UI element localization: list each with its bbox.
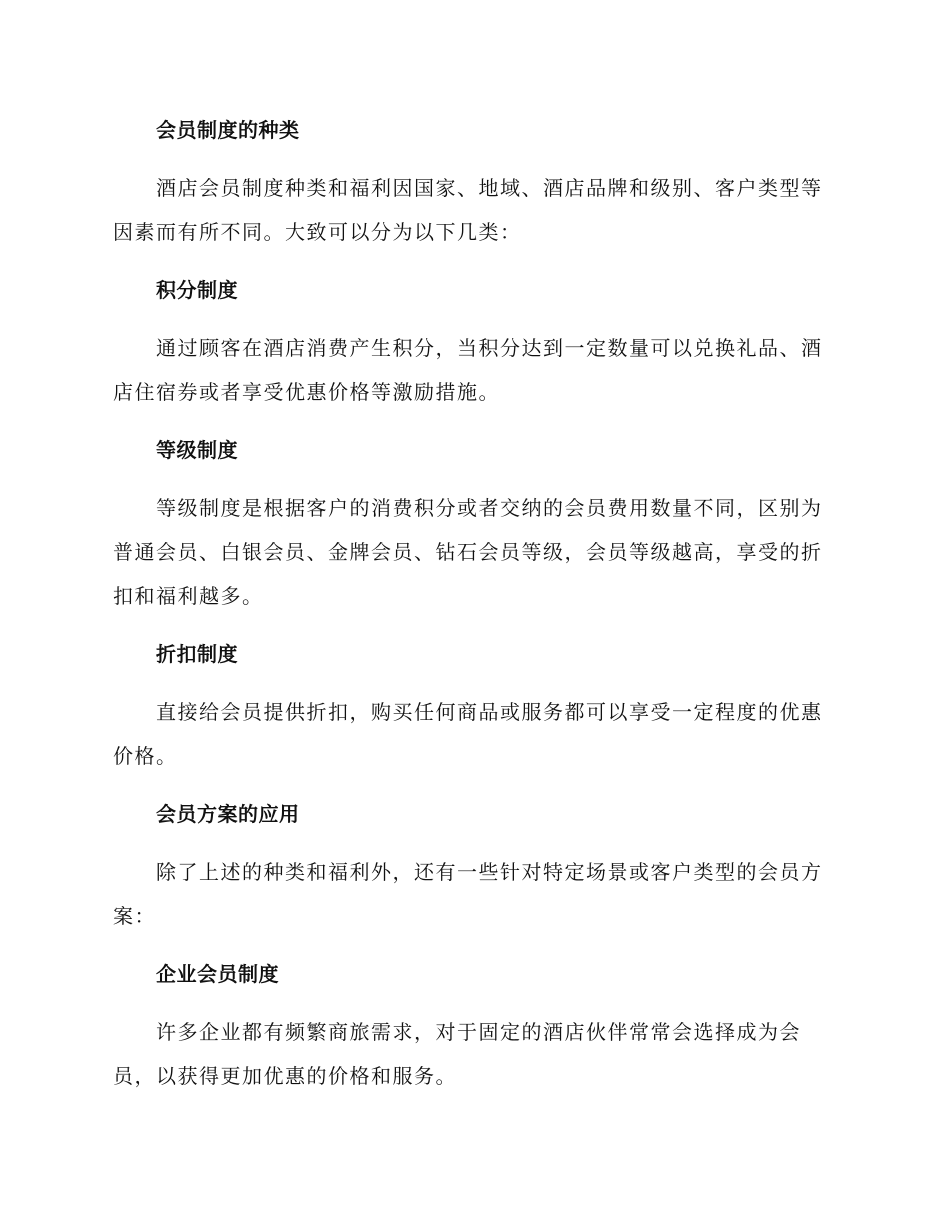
section-heading: 等级制度 — [156, 438, 238, 462]
section-paragraph: 等级制度是根据客户的消费积分或者交纳的会员费用数量不同，区别为普通会员、白银会员、金牌会员、钻石会员等级，会员等级越高，享受的折扣和福利越多。 — [113, 496, 823, 608]
section-paragraph: 通过顾客在酒店消费产生积分，当积分达到一定数量可以兑换礼品、酒店住宿券或者享受优惠价格等激励措施。 — [113, 336, 823, 404]
section-heading: 积分制度 — [156, 278, 238, 302]
section-paragraph: 直接给会员提供折扣，购买任何商品或服务都可以享受一定程度的优惠价格。 — [113, 700, 823, 768]
section-heading: 会员制度的种类 — [156, 118, 300, 142]
section-heading: 折扣制度 — [156, 642, 238, 666]
section-heading: 企业会员制度 — [156, 962, 279, 986]
document-page — [113, 108, 833, 1098]
section-paragraph: 除了上述的种类和福利外，还有一些针对特定场景或客户类型的会员方案： — [113, 860, 823, 928]
section-paragraph: 酒店会员制度种类和福利因国家、地域、酒店品牌和级别、客户类型等因素而有所不同。大致可以分为以下几类： — [113, 176, 823, 244]
section-paragraph: 许多企业都有频繁商旅需求，对于固定的酒店伙伴常常会选择成为会员，以获得更加优惠的价格和服务。 — [113, 1020, 801, 1088]
section-heading: 会员方案的应用 — [156, 802, 300, 826]
